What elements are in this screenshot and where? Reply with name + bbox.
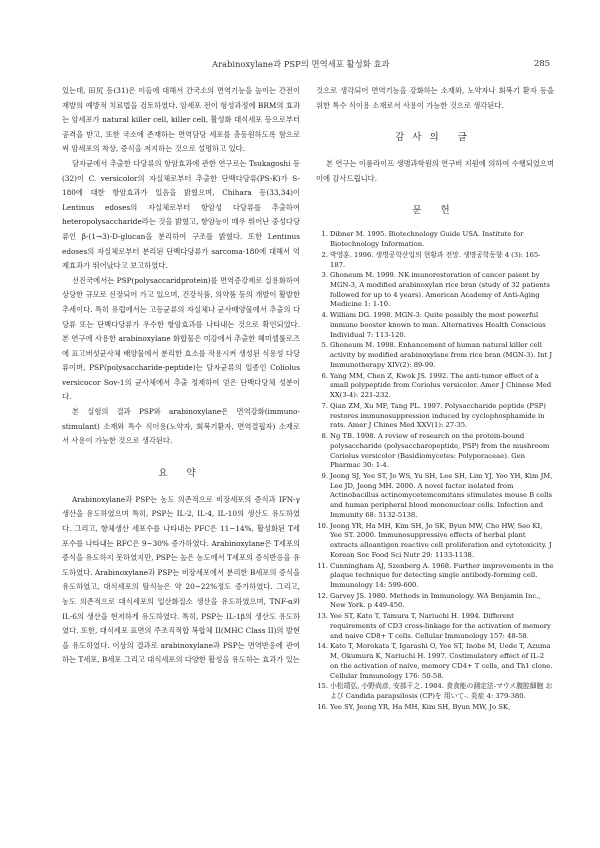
reference-number: 12.: [317, 591, 328, 600]
reference-number: 9.: [321, 472, 328, 480]
reference-text: 박영훈. 1996. 생명공학산업의 현황과 전망. 생명공학동향 4 (3): 165-187.: [330, 250, 541, 269]
reference-number: 3.: [321, 271, 328, 280]
reference-item: [316, 472, 554, 521]
reference-list: [316, 230, 554, 712]
reference-number: 4.: [321, 311, 328, 320]
reference-item: [316, 230, 554, 249]
reference-item: [316, 592, 554, 611]
reference-number: 1.: [321, 230, 328, 239]
reference-number: 5.: [321, 341, 328, 350]
reference-number: 14.: [317, 642, 328, 651]
reference-number: 16.: [317, 702, 328, 711]
reference-item: [316, 311, 554, 340]
reference-text: Kato T, Morokata T, Igarashi O, Yee ST, Inobe M, Uede T, Azuma M, Okumura K, Nariuchi H. 1997. Costimulatory effect of IL-2 on the activation of naive, memory CD4+ T cells, and Th1 clone. Cellular Immunology 176: 50-58.: [330, 642, 553, 680]
reference-number: 6.: [321, 371, 328, 380]
reference-text: Yee ST, Kato T, Tamura T, Nariuchi H. 1994. Different requirements of CD3 cross-linkage for the activation of memory and naive CD8+ T cells. Cellular Immunology 157: 48-58.: [330, 612, 551, 640]
reference-number: 8.: [321, 432, 328, 441]
reference-text: Yang MM, Chen Z, Kwok JS. 1992. The anti-tumor effect of a small polypeptide from Coriolus versicolor. Amer J Chinese Med XX(3-4): 221-232.: [330, 371, 552, 400]
right-column: [316, 84, 554, 714]
reference-text: Ghoneum M. 1998. Enhancement of human natural killer cell activity by modified arabinoxylane from rice bran (MGN-3). Int J Immunotherapy XIV(2): 89-99.: [330, 341, 553, 369]
reference-item: [316, 612, 554, 641]
reference-item: [316, 703, 554, 713]
body-paragraph: 있는데, 田尻 등(31)은 이들에 대해서 간국소의 면역기능을 높이는 간전이 재발의 예방적 치료법을 검토하였다. 암세포 전이 형성과정에 BRM의 효과는 암세포가 natural killer cell, killer cell, 활성화 대식세포 등으로부터 공격을 받고, 또한 국소에 존재하는 면역담당 세포를 총동원하도록 함으로써 암세포의 착상, 증식을 저지하는 것으로 설명하고 있다.: [62, 86, 300, 154]
reference-text: Ghoneum M. 1999. NK imunorestoration of cancer paient by MGN-3, A modified arabinoxylan rice bran (study of 32 patients followed for up to 4 years). American Academy of Anti-Aging Medicine 1: 1-10.: [330, 271, 550, 309]
reference-number: 15.: [317, 682, 328, 691]
reference-item: [316, 372, 554, 401]
reference-item: [316, 522, 554, 561]
reference-item: [316, 432, 554, 471]
acknowledgment-heading: 감사의 글: [395, 132, 475, 144]
body-paragraph: 본 실험의 결과 PSP와 arabinoxylane은 면역강화(immuno-stimulant) 소재와 특수 식이용(노약자, 회복기환자, 면역결핍자) 소재로서 사용이 가능한 것으로 생각된다.: [62, 407, 300, 446]
reference-number: 13.: [317, 612, 328, 621]
reference-item: [316, 251, 554, 270]
left-column: [62, 84, 300, 668]
reference-text: Dibner M. 1995. Biotechnology Guide USA. Institute for Biotechnology Information.: [330, 230, 524, 249]
acknowledgment-paragraph: 본 연구는 이롬라이프 생명과학원의 연구비 지원에 의하여 수행되었으며 이에 감사드립니다.: [316, 159, 554, 183]
reference-text: Jeong SJ, Yee ST, Jo WS, Yu SH, Lee SH, Lim YJ, Yoo YH, Kim JM, Lee JD, Jeong MH. 2000. A novel factor isolated from Actinobacillus actinomycetemcomitans stimulates mouse B cells and human peripheral blood mononuclear cells. Infection and Immunity 68: 5132-5138.: [330, 472, 553, 519]
reference-item: [316, 642, 554, 681]
reference-text: Qian ZM, Xu MF, Tang PL. 1997. Polysaccharide peptide (PSP) restores immunosuppression induced by cyclophosphamide in rats. Amer J Chines Med XXV(1): 27-35.: [330, 401, 546, 430]
reference-text: Cunningham AJ, Szenberg A. 1968. Further improvements in the plaque technique for detecting single antibody-forming cell. Immunology 14: 599-600.: [330, 561, 554, 589]
reference-text: Jeong YR, Ha MH, Kim SH, Jo SK, Byun MW, Cho HW, Seo KI, Yee ST. 2000. Immunosuppressive effects of herbal plant extracts alloantigen reactive cell proliferation and cytotoxicity. J Korean Soc Food Sci Nutr 29: 1133-1138.: [330, 521, 552, 559]
reference-text: William DG. 1998. MGN-3: Quite possibly the most powerful immune booster known to man. Alternatives Health Conscious Individual 7: 113-120.: [330, 311, 546, 339]
summary-paragraph: Arabinoxylane과 PSP는 농도 의존적으로 비장세포의 증식과 IFN-γ 생산을 유도하였으며 특히, PSP는 IL-2, IL-4, IL-10의 생산도 유도하였다. 그리고, 항체생산 세포수를 나타내는 PFC은 11~14%, 활성화된 T세포수를 나타내는 RFC은 9~30% 증가하였다. Arabinoxylane은 T세포의 증식을 유도하지 못하였지만, PSP는 높은 농도에서 T세포의 증식반응을 유도하였다. Arabinoxylane과 PSP는 비장세포에서 분리한 B세포의 증식을 유도하였고, 대식세포의 탐식능은 약 20~22%정도 증가하였다. 그리고, 농도 의존적으로 대식세포의 일산화질소 생산을 유도하였으며, TNF-α와 IL-6의 생산을 현저하게 유도하였다. 특히, PSP는 IL-1β의 생산도 유도하였다. 또한, 대식세포 표면의 주조직적합 복합체 II(MHC Class II)의 발현을 유도하였다. 이상의 결과로 arabinoxylane과 PSP는 면역반응에 관여하는 T세포, B세포 그리고 대식세포의 다양한 활성을 유도하는 효과가 있는: [62, 494, 300, 665]
references-heading: 문 헌: [412, 205, 458, 217]
running-title: Arabinoxylane과 PSP의 면역세포 활성화 효과: [212, 59, 390, 69]
reference-text: 小松靖弘, 小野尚彦, 安部千之. 1984. 食食能の測定法-マウス腹腔細胞 および Candida parapsilosis (CP)を 用いて-. 炎症 4: 379-380.: [330, 682, 553, 701]
reference-number: 7.: [321, 401, 328, 410]
reference-text: Garvey JS. 1980. Methods in Immunology. WA Benjamin Inc., New York. p 449-450.: [330, 591, 541, 610]
body-paragraph: 선진국에서는 PSP(polysaccaridprotein)를 면역증강제로 실용화하여 상당한 규모로 신장되어 가고 있으며, 건강식품, 의약품 등의 개발이 활발한 추세이다. 특히 유럽에서는 고등균류의 자실체나 균사배양물에서 추출의 다당류 또는 단백다당류가 우수한 항암효과를 나타내는 것으로 확인되었다. 본 연구에 사용한 arabinoxylane 화합물은 미강에서 추출한 헤미셀룰로즈에 표고버섯균사체 배양물에서 분리한 효소를 작용시켜 생성된 식용성 다당류이며, PSP(polysaccharide-peptide)는 담자균류의 일종인 Coliolus versicocor Sov-1의 균사체에서 추출 정제하여 얻은 단백다당체 성분이다.: [62, 275, 300, 402]
reference-item: [316, 271, 554, 310]
body-paragraph: 담자균에서 추출한 다당류의 항암효과에 관한 연구로는 Tsukagoshi 등(32)이 C. versicolor의 자실체로부터 추출한 단백다당류(PS-K)가 S-180에 대한 항암효과가 있음을 밝혔으며, Chihara 등(33,34)이 Lentinus edoses의 자실체로부터 항암성 다당류를 추출하여 heteropolysaccharide라는 것을 밝혔고, 항암능이 매우 뛰어난 중성다당류인 β-(1→3)-D-glucan을 분리하여 구조를 밝혔다. 또한 Lentinus edoses의 자실체로부터 분리된 단백다당류가 sarcoma-180에 대해서 억제효과가 뛰어났다고 보고하였다.: [62, 158, 300, 271]
reference-item: [316, 562, 554, 591]
reference-number: 10.: [317, 521, 328, 530]
page-number: 285: [534, 58, 550, 68]
reference-number: 2.: [321, 250, 328, 259]
reference-item: [316, 682, 554, 701]
reference-item: [316, 341, 554, 370]
summary-heading: 요 약: [158, 467, 204, 479]
reference-text: Yee SY, Jeong YR, Ha MH, Kim SH, Byun MW, Jo SK,: [330, 702, 511, 711]
reference-text: Ng TB. 1998. A review of research on the protein-bound polysaccharide (polysaccharopeptide, PSP) from the mushroom Coriolus versicolor (Basidiomycetes: Polyporaceae). Gen Pharmac 30: 1-4.: [330, 432, 550, 470]
reference-number: 11.: [317, 561, 328, 570]
reference-item: [316, 402, 554, 431]
body-paragraph: 것으로 생각되어 면역기능을 강화하는 소재와, 노약자나 회복기 환자 등을 위한 특수 식이용 소재로서 사용이 가능한 것으로 생각된다.: [316, 86, 554, 110]
